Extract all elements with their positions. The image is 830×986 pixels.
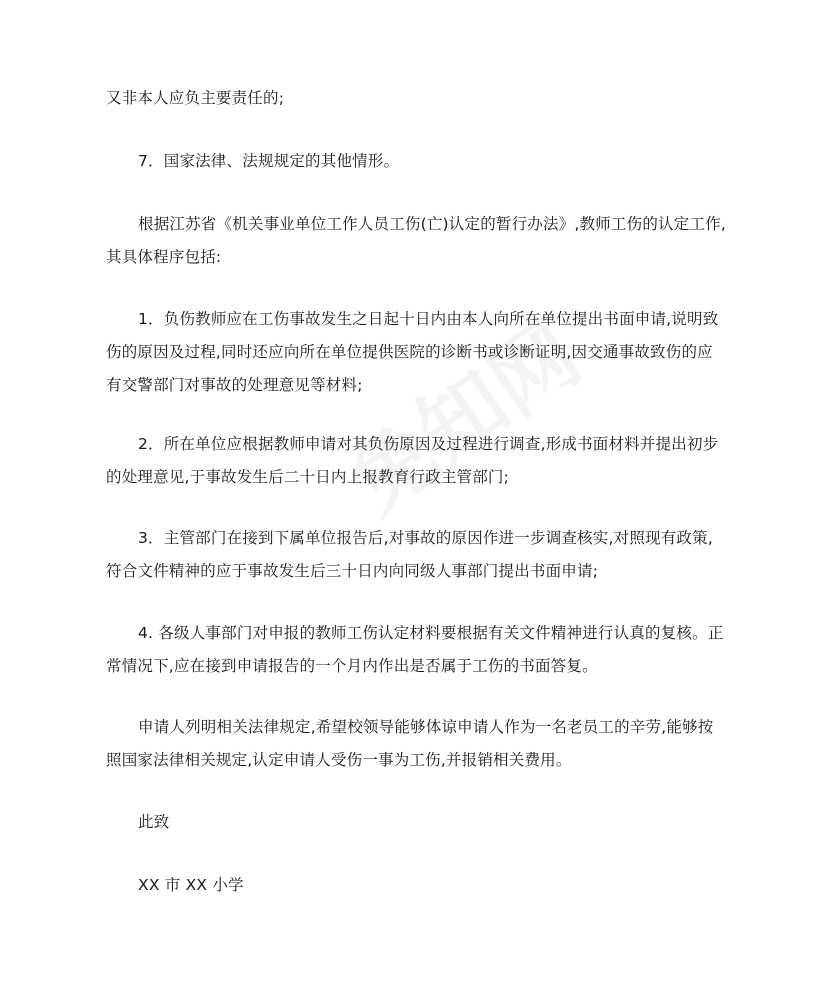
text-line: 照国家法律相关规定,认定申请人受伤一事为工伤,并报销相关费用。: [106, 751, 572, 769]
text-line: XX 市 XX 小学: [138, 876, 244, 894]
closing-salutation: [106, 806, 728, 839]
text-line: 有交警部门对事故的处理意见等材料;: [106, 376, 363, 394]
text-line: 此致: [138, 813, 170, 831]
text-line: 4. 各级人事部门对申报的教师工伤认定材料要根据有关文件精神进行认真的复核。正: [138, 624, 724, 642]
text-line: 常情况下,应在接到申请报告的一个月内作出是否属于工伤的书面答复。: [106, 657, 598, 675]
text-line: 符合文件精神的应于事故发生后三十日内向同级人事部门提出书面申请;: [106, 562, 599, 580]
text-line: 其具体程序包括:: [106, 248, 222, 266]
text-line: 又非本人应负主要责任的;: [106, 89, 285, 107]
paragraph-request: [106, 711, 728, 777]
paragraph-item-7: [106, 145, 728, 178]
text-line: 申请人列明相关法律规定,希望校领导能够体谅申请人作为一名老员工的辛劳,能够按: [138, 718, 714, 736]
paragraph-step-1: [106, 303, 728, 402]
text-line: 根据江苏省《机关事业单位工作人员工伤(亡)认定的暂行办法》,教师工伤的认定工作,: [138, 215, 726, 233]
text-line: 7．国家法律、法规规定的其他情形。: [138, 152, 400, 170]
recipient-school: [106, 869, 728, 902]
text-line: 的处理意见,于事故发生后二十日内上报教育行政主管部门;: [106, 468, 510, 486]
paragraph-continuation: [106, 82, 728, 115]
paragraph-step-2: [106, 428, 728, 494]
paragraph-step-3: [106, 522, 728, 588]
text-line: 1．负伤教师应在工伤事故发生之日起十日内由本人向所在单位提出书面申请,说明致: [138, 310, 719, 328]
text-line: 2．所在单位应根据教师申请对其负伤原因及过程进行调查,形成书面材料并提出初步: [138, 435, 719, 453]
paragraph-procedure-intro: [106, 208, 728, 274]
text-line: 3．主管部门在接到下属单位报告后,对事故的原因作进一步调查核实,对照现有政策,: [138, 529, 713, 547]
paragraph-step-4: [106, 617, 728, 683]
text-line: 伤的原因及过程,同时还应向所在单位提供医院的诊断书或诊断证明,因交通事故致伤的应: [106, 343, 713, 361]
